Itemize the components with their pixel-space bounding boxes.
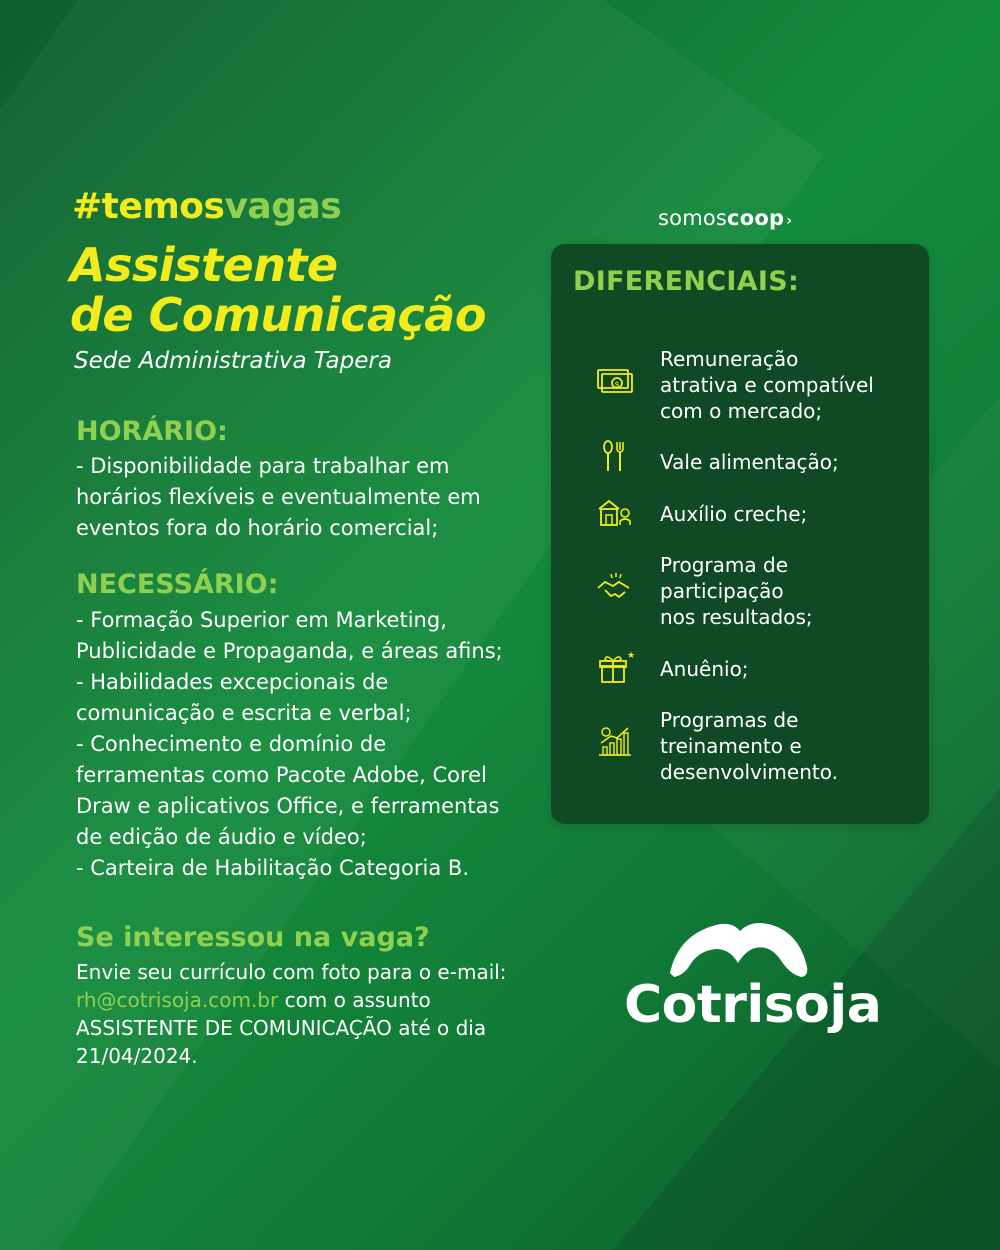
- necessario-text: [76, 605, 556, 884]
- contact-email-link[interactable]: rh@cotrisoja.com.br: [76, 988, 279, 1012]
- horario-line: - Disponibilidade para trabalhar em: [76, 454, 450, 478]
- somoscoop-somos: somos: [658, 206, 728, 230]
- horario-line: horários flexíveis e eventualmente em: [76, 485, 481, 509]
- benefit-line: com o mercado;: [660, 399, 823, 423]
- contact-line2: com o assunto: [278, 988, 431, 1012]
- horario-line: eventos fora do horário comercial;: [76, 516, 439, 540]
- benefit-text: [660, 346, 874, 424]
- handshake-icon: [595, 568, 635, 608]
- necessario-line: - Formação Superior em Marketing,: [76, 608, 447, 632]
- money-icon: [595, 360, 635, 400]
- necessario-heading: NECESSÁRIO:: [76, 569, 279, 600]
- contact-line1: Envie seu currículo com foto para o e-mail:: [76, 960, 507, 984]
- benefit-line: participação: [660, 579, 784, 603]
- contact-line3: ASSISTENTE DE COMUNICAÇÃO até o dia: [76, 1016, 487, 1040]
- svg-text:$: $: [614, 380, 620, 389]
- hashtag-part2: vagas: [224, 186, 342, 227]
- benefit-text: [660, 656, 749, 682]
- diferenciais-panel: [551, 244, 929, 824]
- benefit-line: nos resultados;: [660, 605, 813, 629]
- gift-icon: [595, 648, 635, 688]
- benefit-line: atrativa e compatível: [660, 373, 874, 397]
- job-title-line1: Assistente: [70, 238, 338, 292]
- hashtag-part1: #temos: [72, 186, 225, 227]
- job-title-line2: de Comunicação: [70, 288, 486, 342]
- necessario-line: de edição de áudio e vídeo;: [76, 825, 367, 849]
- benefit-line: Programa de: [660, 553, 788, 577]
- job-title: [70, 240, 486, 340]
- contact-line4: 21/04/2024.: [76, 1044, 198, 1068]
- benefit-line: Programas de: [660, 708, 799, 732]
- job-location: Sede Administrativa Tapera: [74, 348, 392, 374]
- benefit-text: [660, 552, 813, 630]
- growth-chart-icon: [595, 721, 635, 761]
- benefit-line: Vale alimentação;: [660, 450, 839, 474]
- horario-text: [76, 451, 556, 544]
- somoscoop-coop: coop: [727, 206, 785, 230]
- daycare-icon: [595, 493, 635, 533]
- benefit-line: Anuênio;: [660, 657, 749, 681]
- contact-text: [76, 958, 507, 1070]
- benefit-text: [660, 707, 838, 785]
- necessario-line: - Conhecimento e domínio de: [76, 732, 387, 756]
- brand-name: Cotrisoja: [624, 975, 882, 1035]
- benefit-text: [660, 449, 839, 475]
- contact-heading: Se interessou na vaga?: [76, 922, 430, 953]
- benefit-line: Remuneração: [660, 347, 799, 371]
- benefit-line: treinamento e: [660, 734, 802, 758]
- necessario-line: - Carteira de Habilitação Categoria B.: [76, 856, 470, 880]
- svg-text:★: ★: [627, 651, 635, 661]
- necessario-line: comunicação e escrita e verbal;: [76, 701, 412, 725]
- necessario-line: - Habilidades excepcionais de: [76, 670, 389, 694]
- horario-heading: HORÁRIO:: [76, 416, 228, 447]
- hashtag-heading: [72, 186, 341, 227]
- necessario-line: ferramentas como Pacote Adobe, Corel: [76, 763, 487, 787]
- somoscoop-arrow-icon: ›: [786, 213, 793, 229]
- cutlery-icon: [595, 437, 635, 477]
- benefit-line: desenvolvimento.: [660, 760, 838, 784]
- necessario-line: Publicidade e Propaganda, e áreas afins;: [76, 639, 503, 663]
- necessario-line: Draw e aplicativos Office, e ferramentas: [76, 794, 500, 818]
- benefit-text: [660, 501, 807, 527]
- somoscoop-logo: [658, 206, 792, 230]
- diferenciais-heading: DIFERENCIAIS:: [573, 266, 800, 297]
- benefit-line: Auxílio creche;: [660, 502, 808, 526]
